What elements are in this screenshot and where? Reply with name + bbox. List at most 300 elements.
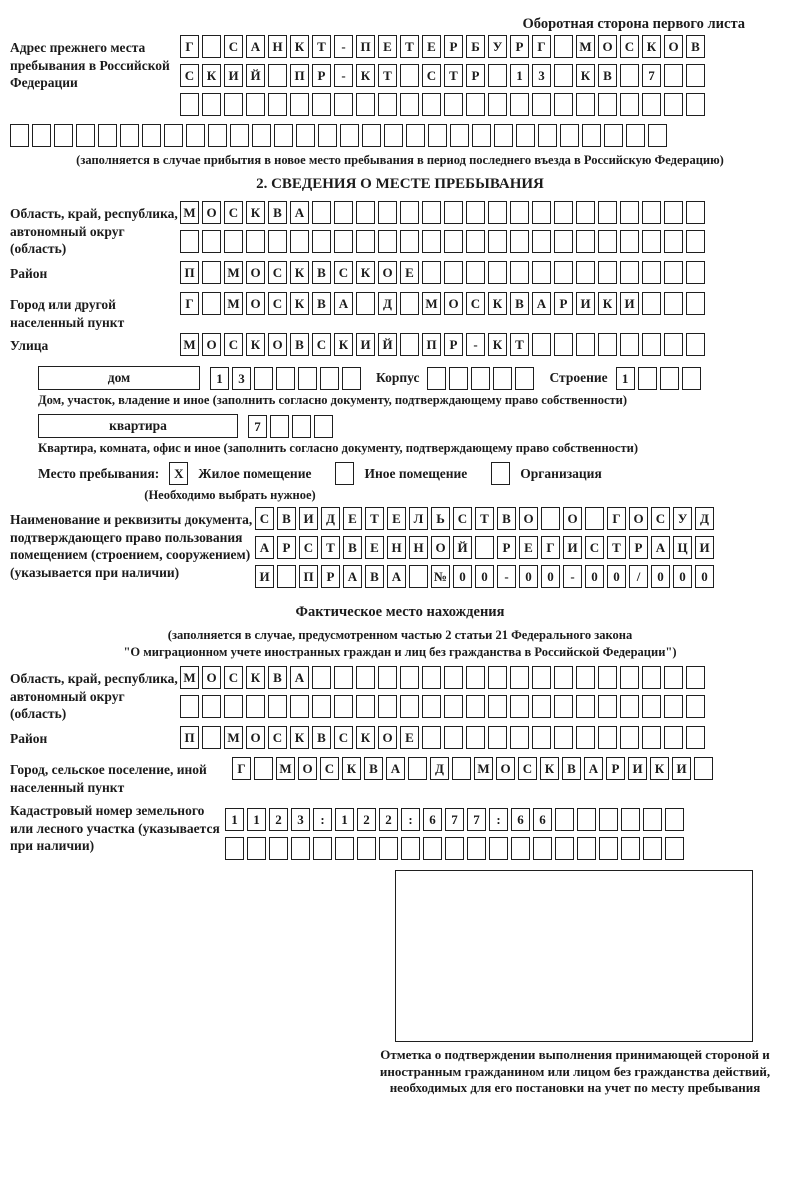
- char-box[interactable]: 0: [453, 565, 472, 588]
- char-box[interactable]: 0: [607, 565, 626, 588]
- char-box[interactable]: К: [356, 261, 375, 284]
- char-box[interactable]: 1: [247, 808, 266, 831]
- char-box[interactable]: [576, 230, 595, 253]
- char-box[interactable]: Б: [466, 35, 485, 58]
- char-box[interactable]: 1: [225, 808, 244, 831]
- char-box[interactable]: П: [422, 333, 441, 356]
- char-box[interactable]: В: [343, 536, 362, 559]
- char-box[interactable]: Р: [277, 536, 296, 559]
- char-box[interactable]: [621, 837, 640, 860]
- char-box[interactable]: К: [246, 333, 265, 356]
- char-box[interactable]: П: [180, 726, 199, 749]
- char-box[interactable]: [379, 837, 398, 860]
- char-box[interactable]: А: [246, 35, 265, 58]
- char-box[interactable]: [444, 695, 463, 718]
- char-box[interactable]: Е: [422, 35, 441, 58]
- char-box[interactable]: [320, 367, 339, 390]
- char-box[interactable]: :: [489, 808, 508, 831]
- char-box[interactable]: [400, 292, 419, 315]
- char-box[interactable]: В: [312, 261, 331, 284]
- char-box[interactable]: [515, 367, 534, 390]
- char-box[interactable]: [577, 808, 596, 831]
- char-box[interactable]: [642, 666, 661, 689]
- checkbox-organization[interactable]: [491, 462, 510, 485]
- char-box[interactable]: Й: [246, 64, 265, 87]
- char-box[interactable]: С: [466, 292, 485, 315]
- char-box[interactable]: М: [224, 726, 243, 749]
- char-box[interactable]: [54, 124, 73, 147]
- char-box[interactable]: С: [268, 726, 287, 749]
- char-box[interactable]: 1: [210, 367, 229, 390]
- char-box[interactable]: [532, 695, 551, 718]
- char-box[interactable]: О: [298, 757, 317, 780]
- char-box[interactable]: [444, 726, 463, 749]
- char-box[interactable]: А: [255, 536, 274, 559]
- char-box[interactable]: [334, 201, 353, 224]
- char-box[interactable]: [488, 201, 507, 224]
- char-box[interactable]: [576, 261, 595, 284]
- char-box[interactable]: [493, 367, 512, 390]
- char-box[interactable]: [400, 230, 419, 253]
- char-box[interactable]: [686, 201, 705, 224]
- char-box[interactable]: Р: [629, 536, 648, 559]
- char-box[interactable]: Й: [378, 333, 397, 356]
- char-box[interactable]: [598, 201, 617, 224]
- char-box[interactable]: [620, 201, 639, 224]
- char-box[interactable]: [180, 695, 199, 718]
- char-box[interactable]: [488, 695, 507, 718]
- char-box[interactable]: И: [563, 536, 582, 559]
- char-box[interactable]: О: [246, 292, 265, 315]
- char-box[interactable]: И: [299, 507, 318, 530]
- char-box[interactable]: Ц: [673, 536, 692, 559]
- char-box[interactable]: Г: [607, 507, 626, 530]
- char-box[interactable]: [642, 333, 661, 356]
- char-box[interactable]: К: [246, 201, 265, 224]
- char-box[interactable]: [180, 230, 199, 253]
- char-box[interactable]: 0: [585, 565, 604, 588]
- char-box[interactable]: [335, 837, 354, 860]
- char-box[interactable]: С: [224, 35, 243, 58]
- char-box[interactable]: В: [268, 666, 287, 689]
- char-box[interactable]: О: [202, 201, 221, 224]
- char-box[interactable]: С: [334, 261, 353, 284]
- char-box[interactable]: А: [584, 757, 603, 780]
- char-box[interactable]: [268, 93, 287, 116]
- char-box[interactable]: [252, 124, 271, 147]
- char-box[interactable]: Е: [400, 261, 419, 284]
- char-box[interactable]: [466, 695, 485, 718]
- char-box[interactable]: Г: [180, 35, 199, 58]
- char-box[interactable]: Т: [607, 536, 626, 559]
- char-box[interactable]: [356, 230, 375, 253]
- char-box[interactable]: [686, 666, 705, 689]
- char-box[interactable]: М: [224, 261, 243, 284]
- char-box[interactable]: [598, 230, 617, 253]
- char-box[interactable]: [648, 124, 667, 147]
- char-box[interactable]: [466, 261, 485, 284]
- char-box[interactable]: Р: [554, 292, 573, 315]
- char-box[interactable]: [488, 230, 507, 253]
- char-box[interactable]: И: [224, 64, 243, 87]
- char-box[interactable]: [312, 201, 331, 224]
- char-box[interactable]: [555, 837, 574, 860]
- char-box[interactable]: А: [290, 201, 309, 224]
- char-box[interactable]: 6: [533, 808, 552, 831]
- char-box[interactable]: И: [628, 757, 647, 780]
- char-box[interactable]: [466, 726, 485, 749]
- char-box[interactable]: И: [695, 536, 714, 559]
- char-box[interactable]: [202, 695, 221, 718]
- char-box[interactable]: [452, 757, 471, 780]
- char-box[interactable]: [422, 93, 441, 116]
- char-box[interactable]: [76, 124, 95, 147]
- char-box[interactable]: Д: [695, 507, 714, 530]
- char-box[interactable]: [664, 292, 683, 315]
- char-box[interactable]: [313, 837, 332, 860]
- char-box[interactable]: [664, 230, 683, 253]
- char-box[interactable]: П: [299, 565, 318, 588]
- char-box[interactable]: [532, 230, 551, 253]
- char-box[interactable]: [312, 230, 331, 253]
- char-box[interactable]: Р: [444, 333, 463, 356]
- char-box[interactable]: К: [356, 64, 375, 87]
- char-box[interactable]: С: [224, 666, 243, 689]
- char-box[interactable]: К: [290, 35, 309, 58]
- char-box[interactable]: С: [320, 757, 339, 780]
- char-box[interactable]: [475, 536, 494, 559]
- char-box[interactable]: С: [518, 757, 537, 780]
- char-box[interactable]: Т: [400, 35, 419, 58]
- char-box[interactable]: [585, 507, 604, 530]
- checkbox-residential[interactable]: X: [169, 462, 188, 485]
- char-box[interactable]: 1: [335, 808, 354, 831]
- char-box[interactable]: [554, 261, 573, 284]
- char-box[interactable]: [334, 230, 353, 253]
- char-box[interactable]: [422, 726, 441, 749]
- char-box[interactable]: [467, 837, 486, 860]
- char-box[interactable]: [510, 726, 529, 749]
- char-box[interactable]: О: [202, 666, 221, 689]
- char-box[interactable]: Т: [312, 35, 331, 58]
- char-box[interactable]: [277, 565, 296, 588]
- char-box[interactable]: [576, 333, 595, 356]
- char-box[interactable]: [422, 201, 441, 224]
- char-box[interactable]: 3: [232, 367, 251, 390]
- char-box[interactable]: [408, 757, 427, 780]
- char-box[interactable]: [694, 757, 713, 780]
- char-box[interactable]: [510, 201, 529, 224]
- char-box[interactable]: №: [431, 565, 450, 588]
- char-box[interactable]: 2: [269, 808, 288, 831]
- char-box[interactable]: [246, 93, 265, 116]
- char-box[interactable]: [120, 124, 139, 147]
- char-box[interactable]: Р: [510, 35, 529, 58]
- char-box[interactable]: 0: [541, 565, 560, 588]
- char-box[interactable]: Й: [453, 536, 472, 559]
- char-box[interactable]: [356, 93, 375, 116]
- char-box[interactable]: Т: [321, 536, 340, 559]
- char-box[interactable]: [598, 695, 617, 718]
- char-box[interactable]: [32, 124, 51, 147]
- char-box[interactable]: [290, 93, 309, 116]
- char-box[interactable]: [686, 64, 705, 87]
- apartment-type-box[interactable]: квартира: [38, 414, 238, 438]
- char-box[interactable]: [664, 64, 683, 87]
- char-box[interactable]: 0: [519, 565, 538, 588]
- char-box[interactable]: [554, 201, 573, 224]
- char-box[interactable]: [576, 666, 595, 689]
- char-box[interactable]: М: [180, 201, 199, 224]
- char-box[interactable]: -: [334, 64, 353, 87]
- char-box[interactable]: Р: [312, 64, 331, 87]
- char-box[interactable]: 7: [248, 415, 267, 438]
- char-box[interactable]: Р: [321, 565, 340, 588]
- char-box[interactable]: [314, 415, 333, 438]
- char-box[interactable]: [318, 124, 337, 147]
- char-box[interactable]: А: [651, 536, 670, 559]
- char-box[interactable]: [576, 695, 595, 718]
- char-box[interactable]: [510, 261, 529, 284]
- char-box[interactable]: [378, 666, 397, 689]
- char-box[interactable]: Т: [365, 507, 384, 530]
- char-box[interactable]: [488, 261, 507, 284]
- char-box[interactable]: О: [496, 757, 515, 780]
- char-box[interactable]: Е: [519, 536, 538, 559]
- char-box[interactable]: [246, 230, 265, 253]
- char-box[interactable]: [423, 837, 442, 860]
- char-box[interactable]: [10, 124, 29, 147]
- char-box[interactable]: [664, 695, 683, 718]
- char-box[interactable]: :: [313, 808, 332, 831]
- char-box[interactable]: [664, 93, 683, 116]
- char-box[interactable]: [510, 666, 529, 689]
- char-box[interactable]: -: [466, 333, 485, 356]
- char-box[interactable]: [598, 261, 617, 284]
- char-box[interactable]: Д: [378, 292, 397, 315]
- char-box[interactable]: А: [387, 565, 406, 588]
- char-box[interactable]: [598, 93, 617, 116]
- char-box[interactable]: [202, 35, 221, 58]
- char-box[interactable]: Е: [378, 35, 397, 58]
- char-box[interactable]: О: [378, 726, 397, 749]
- char-box[interactable]: [466, 230, 485, 253]
- char-box[interactable]: Н: [387, 536, 406, 559]
- char-box[interactable]: [686, 695, 705, 718]
- char-box[interactable]: [554, 726, 573, 749]
- char-box[interactable]: С: [299, 536, 318, 559]
- char-box[interactable]: К: [642, 35, 661, 58]
- char-box[interactable]: [230, 124, 249, 147]
- char-box[interactable]: [357, 837, 376, 860]
- char-box[interactable]: [642, 261, 661, 284]
- char-box[interactable]: К: [290, 292, 309, 315]
- char-box[interactable]: [554, 230, 573, 253]
- char-box[interactable]: С: [224, 201, 243, 224]
- char-box[interactable]: [312, 666, 331, 689]
- char-box[interactable]: [604, 124, 623, 147]
- char-box[interactable]: В: [365, 565, 384, 588]
- char-box[interactable]: П: [356, 35, 375, 58]
- char-box[interactable]: [554, 93, 573, 116]
- char-box[interactable]: [686, 261, 705, 284]
- char-box[interactable]: О: [629, 507, 648, 530]
- char-box[interactable]: [164, 124, 183, 147]
- char-box[interactable]: С: [255, 507, 274, 530]
- char-box[interactable]: [254, 757, 273, 780]
- char-box[interactable]: Р: [444, 35, 463, 58]
- char-box[interactable]: [538, 124, 557, 147]
- char-box[interactable]: [290, 230, 309, 253]
- char-box[interactable]: [620, 333, 639, 356]
- char-box[interactable]: [621, 808, 640, 831]
- char-box[interactable]: [638, 367, 657, 390]
- char-box[interactable]: К: [246, 666, 265, 689]
- char-box[interactable]: [292, 415, 311, 438]
- char-box[interactable]: С: [422, 64, 441, 87]
- char-box[interactable]: [378, 695, 397, 718]
- char-box[interactable]: [444, 261, 463, 284]
- char-box[interactable]: 0: [673, 565, 692, 588]
- char-box[interactable]: К: [202, 64, 221, 87]
- char-box[interactable]: 0: [475, 565, 494, 588]
- char-box[interactable]: Т: [378, 64, 397, 87]
- char-box[interactable]: [554, 35, 573, 58]
- char-box[interactable]: [445, 837, 464, 860]
- char-box[interactable]: [626, 124, 645, 147]
- char-box[interactable]: С: [180, 64, 199, 87]
- char-box[interactable]: А: [532, 292, 551, 315]
- char-box[interactable]: [620, 261, 639, 284]
- char-box[interactable]: В: [364, 757, 383, 780]
- char-box[interactable]: [400, 666, 419, 689]
- char-box[interactable]: И: [620, 292, 639, 315]
- char-box[interactable]: [532, 261, 551, 284]
- char-box[interactable]: [660, 367, 679, 390]
- char-box[interactable]: О: [268, 333, 287, 356]
- char-box[interactable]: [409, 565, 428, 588]
- char-box[interactable]: [312, 93, 331, 116]
- char-box[interactable]: Е: [365, 536, 384, 559]
- char-box[interactable]: Е: [400, 726, 419, 749]
- char-box[interactable]: /: [629, 565, 648, 588]
- char-box[interactable]: 2: [379, 808, 398, 831]
- char-box[interactable]: С: [224, 333, 243, 356]
- char-box[interactable]: Т: [475, 507, 494, 530]
- char-box[interactable]: [664, 333, 683, 356]
- char-box[interactable]: [444, 93, 463, 116]
- char-box[interactable]: -: [334, 35, 353, 58]
- char-box[interactable]: [268, 64, 287, 87]
- char-box[interactable]: В: [686, 35, 705, 58]
- char-box[interactable]: К: [488, 292, 507, 315]
- char-box[interactable]: А: [290, 666, 309, 689]
- char-box[interactable]: [488, 726, 507, 749]
- char-box[interactable]: [488, 666, 507, 689]
- char-box[interactable]: 1: [616, 367, 635, 390]
- char-box[interactable]: О: [246, 261, 265, 284]
- char-box[interactable]: [686, 333, 705, 356]
- char-box[interactable]: Г: [180, 292, 199, 315]
- char-box[interactable]: Т: [444, 64, 463, 87]
- char-box[interactable]: [560, 124, 579, 147]
- char-box[interactable]: О: [246, 726, 265, 749]
- char-box[interactable]: [422, 666, 441, 689]
- char-box[interactable]: [312, 695, 331, 718]
- char-box[interactable]: [202, 261, 221, 284]
- char-box[interactable]: К: [540, 757, 559, 780]
- char-box[interactable]: М: [474, 757, 493, 780]
- char-box[interactable]: [401, 837, 420, 860]
- char-box[interactable]: [202, 726, 221, 749]
- char-box[interactable]: В: [277, 507, 296, 530]
- char-box[interactable]: [642, 201, 661, 224]
- char-box[interactable]: [186, 124, 205, 147]
- char-box[interactable]: О: [664, 35, 683, 58]
- char-box[interactable]: 3: [532, 64, 551, 87]
- char-box[interactable]: 7: [445, 808, 464, 831]
- char-box[interactable]: П: [290, 64, 309, 87]
- char-box[interactable]: [510, 230, 529, 253]
- char-box[interactable]: [247, 837, 266, 860]
- char-box[interactable]: Л: [409, 507, 428, 530]
- char-box[interactable]: [356, 666, 375, 689]
- char-box[interactable]: [642, 93, 661, 116]
- char-box[interactable]: [620, 695, 639, 718]
- char-box[interactable]: [533, 837, 552, 860]
- char-box[interactable]: [620, 230, 639, 253]
- char-box[interactable]: [224, 230, 243, 253]
- char-box[interactable]: Р: [497, 536, 516, 559]
- char-box[interactable]: 7: [467, 808, 486, 831]
- char-box[interactable]: 0: [651, 565, 670, 588]
- char-box[interactable]: [444, 201, 463, 224]
- char-box[interactable]: [246, 695, 265, 718]
- char-box[interactable]: [686, 93, 705, 116]
- char-box[interactable]: Р: [466, 64, 485, 87]
- char-box[interactable]: С: [268, 292, 287, 315]
- char-box[interactable]: [254, 367, 273, 390]
- char-box[interactable]: В: [510, 292, 529, 315]
- char-box[interactable]: М: [180, 333, 199, 356]
- char-box[interactable]: Е: [343, 507, 362, 530]
- char-box[interactable]: С: [268, 261, 287, 284]
- char-box[interactable]: 7: [642, 64, 661, 87]
- char-box[interactable]: [334, 666, 353, 689]
- char-box[interactable]: [620, 64, 639, 87]
- char-box[interactable]: [532, 201, 551, 224]
- char-box[interactable]: С: [312, 333, 331, 356]
- char-box[interactable]: [643, 837, 662, 860]
- char-box[interactable]: [334, 93, 353, 116]
- char-box[interactable]: [532, 333, 551, 356]
- house-type-box[interactable]: дом: [38, 366, 200, 390]
- char-box[interactable]: [598, 666, 617, 689]
- char-box[interactable]: [400, 93, 419, 116]
- char-box[interactable]: К: [356, 726, 375, 749]
- char-box[interactable]: [466, 201, 485, 224]
- char-box[interactable]: О: [431, 536, 450, 559]
- char-box[interactable]: [208, 124, 227, 147]
- char-box[interactable]: М: [224, 292, 243, 315]
- char-box[interactable]: [620, 93, 639, 116]
- char-box[interactable]: [554, 64, 573, 87]
- char-box[interactable]: [466, 93, 485, 116]
- char-box[interactable]: К: [598, 292, 617, 315]
- char-box[interactable]: [268, 230, 287, 253]
- char-box[interactable]: [582, 124, 601, 147]
- char-box[interactable]: С: [651, 507, 670, 530]
